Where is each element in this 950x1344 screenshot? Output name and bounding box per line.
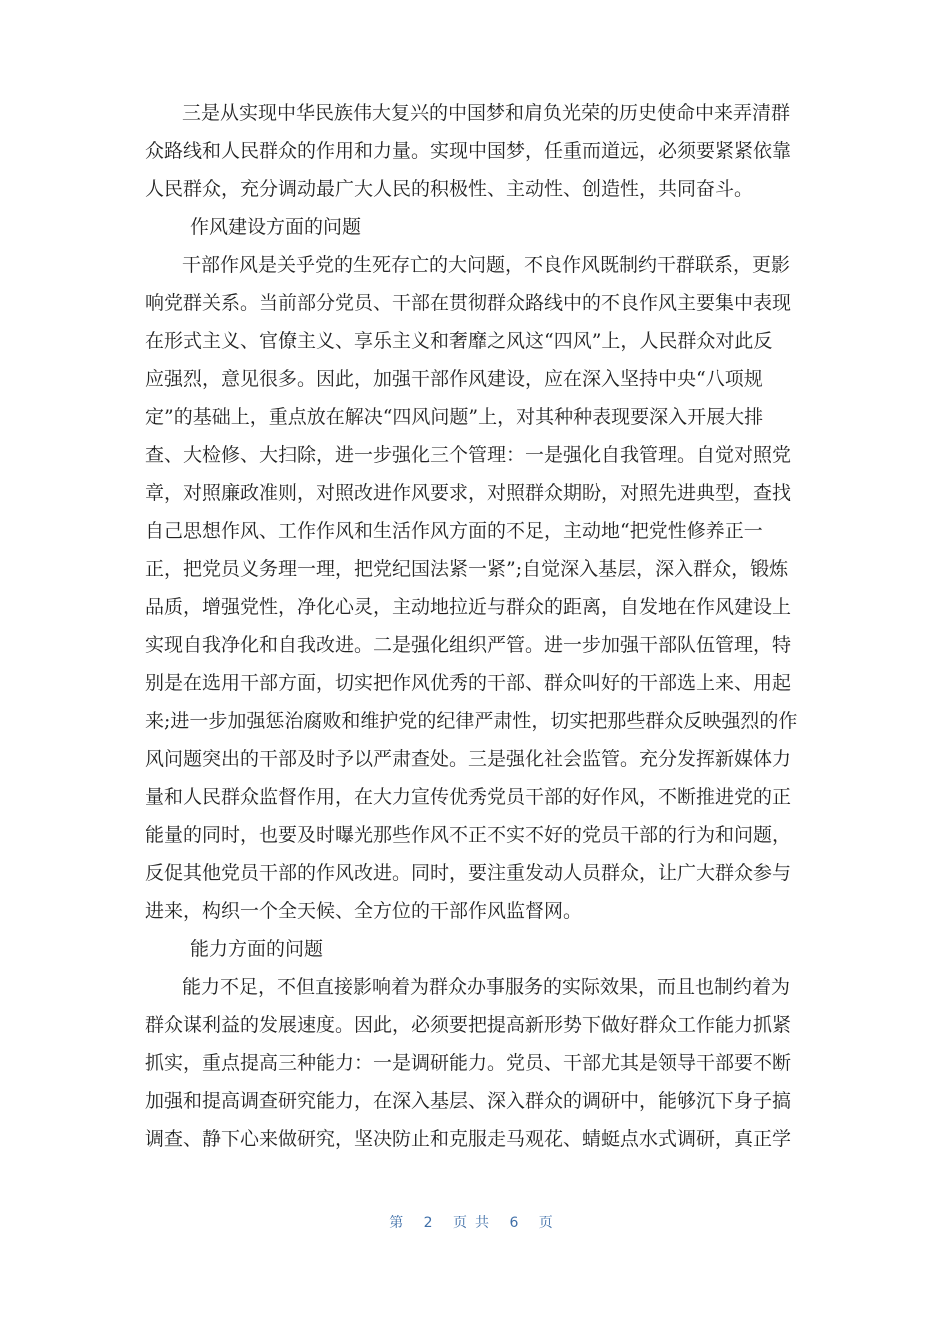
paragraph-line: 正，把党员义务理一理，把党纪国法紧一紧”;自觉深入基层，深入群众，锻炼 — [145, 558, 789, 580]
paragraph-line: 量和人民群众监督作用，在大力宣传优秀党员干部的好作风，不断推进党的正 — [145, 786, 792, 808]
paragraph-line: 反促其他党员干部的作风改进。同时，要注重发动人员群众，让广大群众参与 — [145, 862, 792, 884]
paragraph-line: 加强和提高调查研究能力，在深入基层、深入群众的调研中，能够沉下身子搞 — [145, 1090, 792, 1112]
paragraph-line: 品质，增强党性，净化心灵，主动地拉近与群众的距离，自发地在作风建设上 — [145, 596, 792, 618]
paragraph-line: 章，对照廉政准则，对照改进作风要求，对照群众期盼，对照先进典型，查找 — [145, 482, 792, 504]
paragraph-line: 群众谋利益的发展速度。因此，必须要把提高新形势下做好群众工作能力抓紧 — [145, 1014, 792, 1036]
paragraph-line: 干部作风是关乎党的生死存亡的大问题，不良作风既制约干群联系，更影 — [182, 254, 791, 276]
section-heading: 能力方面的问题 — [190, 938, 324, 960]
paragraph-line: 人民群众，充分调动最广大人民的积极性、主动性、创造性，共同奋斗。 — [145, 178, 754, 200]
paragraph-line: 众路线和人民群众的作用和力量。实现中国梦，任重而道远，必须要紧紧依靠 — [145, 140, 792, 162]
paragraph-line: 三是从实现中华民族伟大复兴的中国梦和肩负光荣的历史使命中来弄清群 — [182, 102, 791, 124]
paragraph-line: 实现自我净化和自我改进。二是强化组织严管。进一步加强干部队伍管理，特 — [145, 634, 792, 656]
paragraph-line: 响党群关系。当前部分党员、干部在贯彻群众路线中的不良作风主要集中表现 — [145, 292, 792, 314]
paragraph-line: 在形式主义、官僚主义、享乐主义和奢靡之风这“四风”上，人民群众对此反 — [145, 330, 773, 352]
page-number-footer: 第 2 页共 6 页 — [389, 1215, 561, 1231]
paragraph-line: 定”的基础上，重点放在解决“四风问题”上，对其种种表现要深入开展大排 — [145, 406, 764, 428]
paragraph-line: 查、大检修、大扫除，进一步强化三个管理：一是强化自我管理。自觉对照党 — [145, 444, 792, 466]
paragraph-line: 别是在选用干部方面，切实把作风优秀的干部、群众叫好的干部选上来、用起 — [145, 672, 792, 694]
paragraph-line: 应强烈，意见很多。因此，加强干部作风建设，应在深入坚持中央“八项规 — [145, 368, 763, 390]
paragraph-line: 抓实，重点提高三种能力：一是调研能力。党员、干部尤其是领导干部要不断 — [145, 1052, 792, 1074]
paragraph-line: 能力不足，不但直接影响着为群众办事服务的实际效果，而且也制约着为 — [182, 976, 791, 998]
paragraph-line: 调查、静下心来做研究，坚决防止和克服走马观花、蜻蜓点水式调研，真正学 — [145, 1128, 792, 1150]
paragraph-line: 进来，构织一个全天候、全方位的干部作风监督网。 — [145, 900, 583, 922]
section-heading: 作风建设方面的问题 — [190, 216, 362, 238]
paragraph-line: 风问题突出的干部及时予以严肃查处。三是强化社会监管。充分发挥新媒体力 — [145, 748, 792, 770]
paragraph-line: 自己思想作风、工作作风和生活作风方面的不足，主动地“把党性修养正一 — [145, 520, 763, 542]
paragraph-line: 来;进一步加强惩治腐败和维护党的纪律严肃性，切实把那些群众反映强烈的作 — [145, 710, 798, 732]
paragraph-line: 能量的同时，也要及时曝光那些作风不正不实不好的党员干部的行为和问题， — [145, 824, 792, 846]
